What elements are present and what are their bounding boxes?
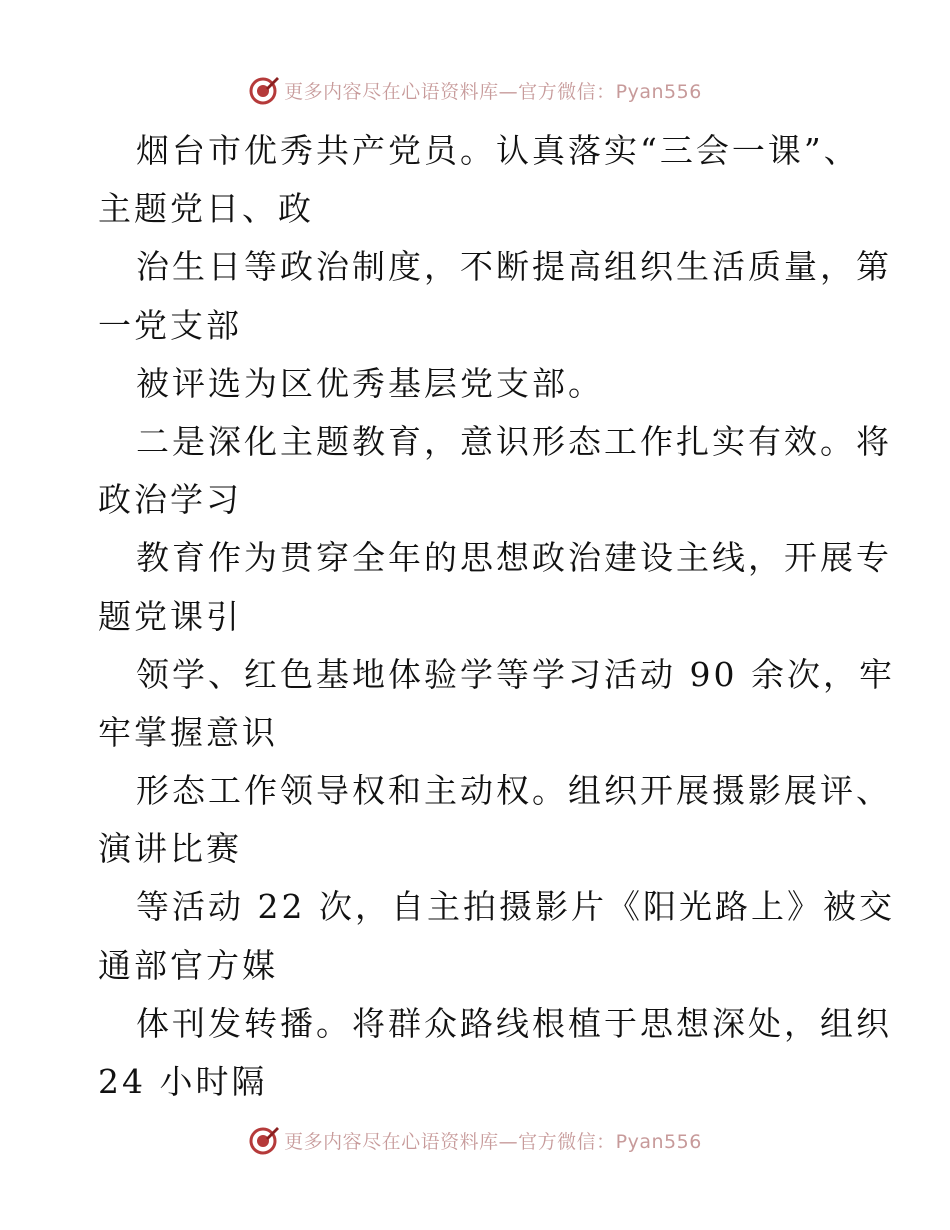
text-line: 一党支部 <box>98 305 242 345</box>
text-line: 题党课引 <box>98 596 242 636</box>
header-watermark <box>0 72 950 108</box>
footer-watermark <box>0 1122 950 1158</box>
text-line: 体刊发转播。将群众路线根植于思想深处，组织 <box>136 1003 892 1043</box>
text-line: 领学、红色基地体验学等学习活动 90 余次，牢 <box>136 654 895 694</box>
text-line: 政治学习 <box>98 480 242 520</box>
document-body <box>98 122 895 1111</box>
watermark-text: 更多内容尽在心语资料库—官方微信：Pyan556 <box>284 1130 702 1153</box>
text-line: 教育作为贯穿全年的思想政治建设主线，开展专 <box>136 538 892 578</box>
text-line: 形态工作领导权和主动权。组织开展摄影展评、 <box>136 771 892 811</box>
text-line: 主题党日、政 <box>98 189 314 229</box>
text-line: 等活动 22 次，自主拍摄影片《阳光路上》被交 <box>136 887 895 927</box>
watermark-text: 更多内容尽在心语资料库—官方微信：Pyan556 <box>284 80 702 103</box>
red-pen-circle-logo-icon <box>248 1124 280 1156</box>
text-line: 烟台市优秀共产党员。认真落实“三会一课”、 <box>136 131 860 170</box>
text-line: 24 小时隔 <box>98 1062 268 1101</box>
text-line: 演讲比赛 <box>98 829 242 869</box>
text-line: 被评选为区优秀基层党支部。 <box>136 363 604 403</box>
text-line: 二是深化主题教育，意识形态工作扎实有效。将 <box>136 421 892 461</box>
text-line: 牢掌握意识 <box>98 712 278 752</box>
red-pen-circle-logo-icon <box>248 74 280 106</box>
text-line: 通部官方媒 <box>98 945 278 985</box>
text-line: 治生日等政治制度，不断提高组织生活质量，第 <box>136 247 892 287</box>
